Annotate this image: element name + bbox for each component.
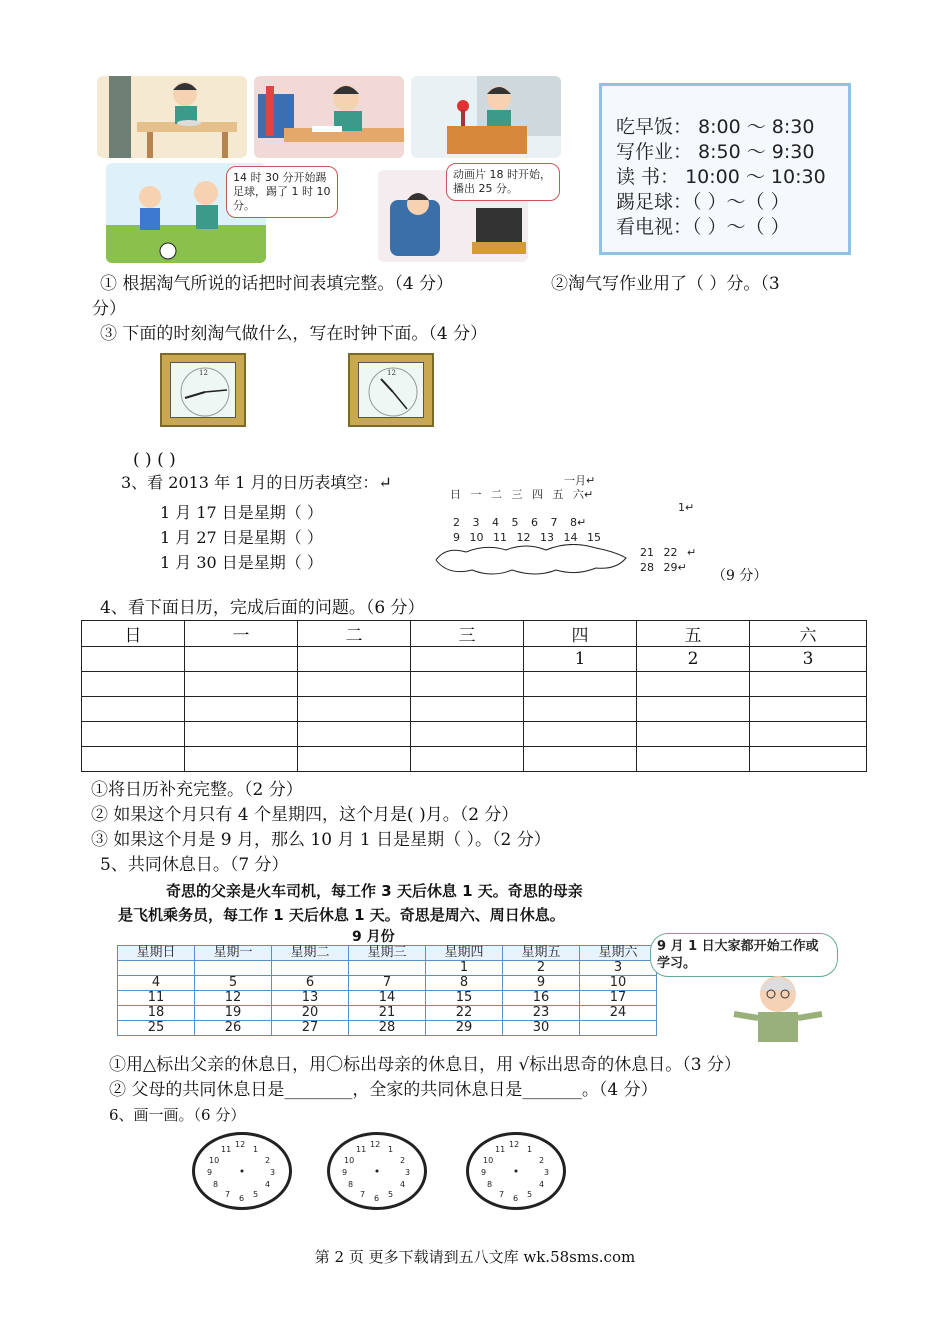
- table-cell[interactable]: 6: [272, 976, 349, 991]
- schedule-row-reading: 读 书： 10:00 ～ 10:30: [616, 166, 826, 188]
- illustration-breakfast: [97, 76, 247, 158]
- table-header-cell: 星期日: [118, 946, 195, 961]
- table-cell[interactable]: 27: [272, 1021, 349, 1036]
- table-cell[interactable]: [637, 722, 750, 747]
- svg-text:5: 5: [388, 1190, 394, 1199]
- q3-cal-title: 一月↵: [564, 474, 596, 487]
- clock-numbers-icon: [469, 1135, 563, 1207]
- clock-numbers-icon: [330, 1135, 424, 1207]
- svg-text:12: 12: [199, 369, 208, 377]
- q5-story-line-2: 是飞机乘务员，每工作 1 天后休息 1 天。奇思是周六、周日休息。: [118, 906, 565, 924]
- table-row: [118, 991, 657, 1006]
- svg-text:12: 12: [235, 1140, 246, 1149]
- q5-month: 9 月份: [352, 929, 395, 945]
- table-cell[interactable]: 4: [118, 976, 195, 991]
- svg-text:6: 6: [239, 1194, 245, 1203]
- svg-text:1: 1: [388, 1145, 394, 1154]
- schedule-row-homework: 写作业： 8:50 ～ 9:30: [616, 141, 815, 163]
- table-cell[interactable]: [524, 722, 637, 747]
- svg-text:7: 7: [499, 1190, 505, 1199]
- illustration-homework: [254, 76, 404, 158]
- table-cell[interactable]: [411, 722, 524, 747]
- svg-text:3: 3: [270, 1168, 276, 1177]
- table-cell[interactable]: [185, 697, 298, 722]
- table-cell[interactable]: 18: [118, 1006, 195, 1021]
- speech-bubble-teacher: 9 月 1 日大家都开始工作或学习。: [650, 933, 838, 977]
- boy-eating-icon: [97, 76, 247, 158]
- svg-text:9: 9: [207, 1168, 213, 1177]
- q3-cal-row5: 28 29↵: [640, 561, 687, 574]
- illustration-reading: [411, 76, 561, 158]
- q3-cal-row1: 1↵: [678, 501, 695, 514]
- blank-clock-3[interactable]: [466, 1132, 566, 1210]
- q2-sub3: ③ 下面的时刻淘气做什么，写在时钟下面。（4 分）: [100, 324, 488, 344]
- table-cell[interactable]: 22: [426, 1006, 503, 1021]
- speech-bubble-tv: 动画片 18 时开始，播出 25 分。: [446, 163, 560, 201]
- table-cell[interactable]: [411, 672, 524, 697]
- svg-text:2: 2: [400, 1156, 406, 1165]
- table-header-cell: 四: [524, 621, 637, 647]
- q4-sub1: ①将日历补充完整。（2 分）: [91, 780, 303, 800]
- svg-text:5: 5: [527, 1190, 533, 1199]
- q4-sub2: ② 如果这个月只有 4 个星期四，这个月是( )月。（2 分）: [91, 805, 519, 825]
- table-header-cell: 星期六: [580, 946, 657, 961]
- q5-title: 5、共同休息日。（7 分）: [100, 855, 289, 875]
- svg-text:2: 2: [265, 1156, 271, 1165]
- svg-text:6: 6: [374, 1194, 380, 1203]
- schedule-board: [599, 83, 851, 255]
- table-cell[interactable]: 28: [349, 1021, 426, 1036]
- square-clock-2: [348, 353, 434, 427]
- table-cell[interactable]: [750, 747, 867, 772]
- q5-sub2: ② 父母的共同休息日是________，全家的共同休息日是_______。（4 分）: [109, 1080, 658, 1100]
- table-header-cell: 五: [637, 621, 750, 647]
- svg-text:11: 11: [221, 1145, 232, 1154]
- svg-text:7: 7: [360, 1190, 366, 1199]
- table-cell[interactable]: [82, 697, 185, 722]
- table-cell[interactable]: 20: [272, 1006, 349, 1021]
- table-cell[interactable]: [411, 697, 524, 722]
- square-clock-1: [160, 353, 246, 427]
- q3-title: 3、看 2013 年 1 月的日历表填空：↵: [121, 473, 392, 492]
- q3-cal-row2: 2 3 4 5 6 7 8↵: [453, 516, 587, 529]
- table-header-cell: 日: [82, 621, 185, 647]
- table-header-cell: 星期五: [503, 946, 580, 961]
- table-header-cell: 星期三: [349, 946, 426, 961]
- table-cell[interactable]: [185, 747, 298, 772]
- svg-text:9: 9: [342, 1168, 348, 1177]
- table-cell[interactable]: [82, 747, 185, 772]
- table-cell[interactable]: 16: [503, 991, 580, 1006]
- svg-text:10: 10: [209, 1156, 220, 1165]
- svg-text:9: 9: [481, 1168, 487, 1177]
- svg-text:8: 8: [487, 1180, 493, 1189]
- svg-text:4: 4: [265, 1180, 271, 1189]
- table-row: [82, 747, 867, 772]
- table-cell[interactable]: 8: [426, 976, 503, 991]
- table-cell[interactable]: [524, 747, 637, 772]
- table-header-cell: 星期四: [426, 946, 503, 961]
- svg-text:12: 12: [370, 1140, 381, 1149]
- q2-sub2-cont: 分）: [92, 299, 126, 319]
- table-cell[interactable]: [637, 672, 750, 697]
- table-cell[interactable]: 2: [503, 961, 580, 976]
- table-cell[interactable]: [750, 697, 867, 722]
- q3-cal-header: 日 一 二 三 四 五 六↵: [450, 488, 594, 501]
- table-cell[interactable]: [524, 697, 637, 722]
- table-row: [118, 1021, 657, 1036]
- table-cell[interactable]: [637, 697, 750, 722]
- table-cell[interactable]: 29: [426, 1021, 503, 1036]
- table-row: [118, 976, 657, 991]
- svg-text:1: 1: [527, 1145, 533, 1154]
- q3-line-1: 1 月 17 日是星期（ ）: [160, 503, 323, 522]
- table-cell[interactable]: 5: [195, 976, 272, 991]
- q4-title: 4、看下面日历，完成后面的问题。（6 分）: [100, 598, 425, 618]
- svg-text:11: 11: [356, 1145, 367, 1154]
- table-cell[interactable]: 7: [349, 976, 426, 991]
- table-cell[interactable]: 24: [580, 1006, 657, 1021]
- table-cell[interactable]: 11: [118, 991, 195, 1006]
- table-cell[interactable]: 12: [195, 991, 272, 1006]
- page-footer: 第 2 页 更多下载请到五八文库 wk.58sms.com: [314, 1248, 636, 1266]
- table-cell[interactable]: [580, 1021, 657, 1036]
- boy-reading-icon: [411, 76, 561, 158]
- svg-text:11: 11: [495, 1145, 506, 1154]
- svg-text:12: 12: [509, 1140, 520, 1149]
- schedule-row-football: 踢足球：（ ）～（ ）: [616, 191, 790, 213]
- svg-text:3: 3: [405, 1168, 411, 1177]
- table-cell[interactable]: 10: [580, 976, 657, 991]
- svg-text:7: 7: [225, 1190, 231, 1199]
- svg-text:4: 4: [539, 1180, 545, 1189]
- table-cell[interactable]: 25: [118, 1021, 195, 1036]
- svg-text:1: 1: [253, 1145, 259, 1154]
- table-header-cell: 二: [298, 621, 411, 647]
- q3-cal-row3: 9 10 11 12 13 14 15: [453, 531, 601, 544]
- table-cell[interactable]: 30: [503, 1021, 580, 1036]
- old-man-icon: [730, 970, 825, 1042]
- table-header-row: [118, 946, 657, 961]
- table-header-cell: 星期一: [195, 946, 272, 961]
- table-header-row: [82, 621, 867, 647]
- q5-september-table: [117, 945, 657, 1036]
- table-cell[interactable]: 19: [195, 1006, 272, 1021]
- table-cell[interactable]: [750, 722, 867, 747]
- q3-line-3: 1 月 30 日是星期（ ）: [160, 553, 323, 572]
- table-cell[interactable]: 17: [580, 991, 657, 1006]
- q3-cal-row4: 21 22 ↵: [640, 546, 697, 559]
- svg-text:4: 4: [400, 1180, 406, 1189]
- table-cell: 1: [524, 647, 637, 672]
- svg-text:8: 8: [348, 1180, 354, 1189]
- table-cell[interactable]: [185, 672, 298, 697]
- table-cell[interactable]: 3: [580, 961, 657, 976]
- table-cell: 3: [750, 647, 867, 672]
- blank-clock-2[interactable]: [327, 1132, 427, 1210]
- table-cell[interactable]: [411, 747, 524, 772]
- table-cell[interactable]: [82, 672, 185, 697]
- speech-bubble-football: 14 时 30 分开始踢足球，踢了 1 时 10 分。: [226, 166, 338, 218]
- table-cell[interactable]: 1: [426, 961, 503, 976]
- table-cell[interactable]: 9: [503, 976, 580, 991]
- table-cell[interactable]: [82, 647, 185, 672]
- table-header-cell: 星期二: [272, 946, 349, 961]
- boy-writing-icon: [254, 76, 404, 158]
- table-cell[interactable]: [298, 672, 411, 697]
- svg-text:8: 8: [213, 1180, 219, 1189]
- table-cell[interactable]: 26: [195, 1021, 272, 1036]
- table-header-cell: 六: [750, 621, 867, 647]
- table-cell[interactable]: [524, 672, 637, 697]
- table-cell[interactable]: [298, 647, 411, 672]
- schedule-row-breakfast: 吃早饭： 8:00 ～ 8:30: [616, 116, 815, 138]
- torn-paper-icon: [432, 544, 632, 578]
- table-cell[interactable]: [118, 961, 195, 976]
- table-cell[interactable]: [298, 722, 411, 747]
- table-cell[interactable]: [185, 722, 298, 747]
- table-cell[interactable]: [411, 647, 524, 672]
- q6-title: 6、画一画。（6 分）: [109, 1106, 246, 1124]
- table-cell[interactable]: [298, 697, 411, 722]
- table-cell[interactable]: [750, 672, 867, 697]
- svg-text:5: 5: [253, 1190, 259, 1199]
- clock-numbers-icon: [195, 1135, 289, 1207]
- svg-text:2: 2: [539, 1156, 545, 1165]
- table-cell: 2: [637, 647, 750, 672]
- table-cell[interactable]: [195, 961, 272, 976]
- svg-text:10: 10: [483, 1156, 494, 1165]
- table-cell[interactable]: [349, 961, 426, 976]
- q3-line-2: 1 月 27 日是星期（ ）: [160, 528, 323, 547]
- svg-text:10: 10: [344, 1156, 355, 1165]
- table-cell[interactable]: [637, 747, 750, 772]
- q2-sub2: ②淘气写作业用了（ ）分。（3: [551, 274, 780, 294]
- table-header-cell: 三: [411, 621, 524, 647]
- q4-calendar-table: [81, 620, 867, 772]
- table-cell[interactable]: 13: [272, 991, 349, 1006]
- table-cell[interactable]: [272, 961, 349, 976]
- table-cell[interactable]: [82, 722, 185, 747]
- clock-face-icon: [171, 363, 239, 421]
- blank-clock-1[interactable]: [192, 1132, 292, 1210]
- q2-sub1: ① 根据淘气所说的话把时间表填完整。（4 分）: [100, 274, 454, 294]
- table-cell[interactable]: 15: [426, 991, 503, 1006]
- q5-sub1: ①用△标出父亲的休息日，用〇标出母亲的休息日，用 √标出思奇的休息日。（3 分）: [109, 1055, 742, 1075]
- table-header-cell: 一: [185, 621, 298, 647]
- svg-text:6: 6: [513, 1194, 519, 1203]
- table-cell[interactable]: 21: [349, 1006, 426, 1021]
- table-row: [118, 1006, 657, 1021]
- q5-story-line-1: 奇思的父亲是火车司机，每工作 3 天后休息 1 天。奇思的母亲: [166, 882, 583, 900]
- table-row: [82, 697, 867, 722]
- q3-score: （9 分）: [712, 568, 768, 584]
- table-row: [118, 961, 657, 976]
- q2-clock-blanks: ( ) ( ): [133, 450, 176, 470]
- table-cell[interactable]: [298, 747, 411, 772]
- table-cell[interactable]: 23: [503, 1006, 580, 1021]
- table-cell[interactable]: [185, 647, 298, 672]
- table-row: [82, 647, 867, 672]
- svg-text:12: 12: [387, 369, 396, 377]
- svg-text:3: 3: [544, 1168, 550, 1177]
- table-cell[interactable]: 14: [349, 991, 426, 1006]
- table-row: [82, 672, 867, 697]
- schedule-row-tv: 看电视：（ ）～（ ）: [616, 216, 790, 238]
- clock-face-icon: [359, 363, 427, 421]
- table-row: [82, 722, 867, 747]
- q4-sub3: ③ 如果这个月是 9 月，那么 10 月 1 日是星期（ ）。（2 分）: [91, 830, 551, 850]
